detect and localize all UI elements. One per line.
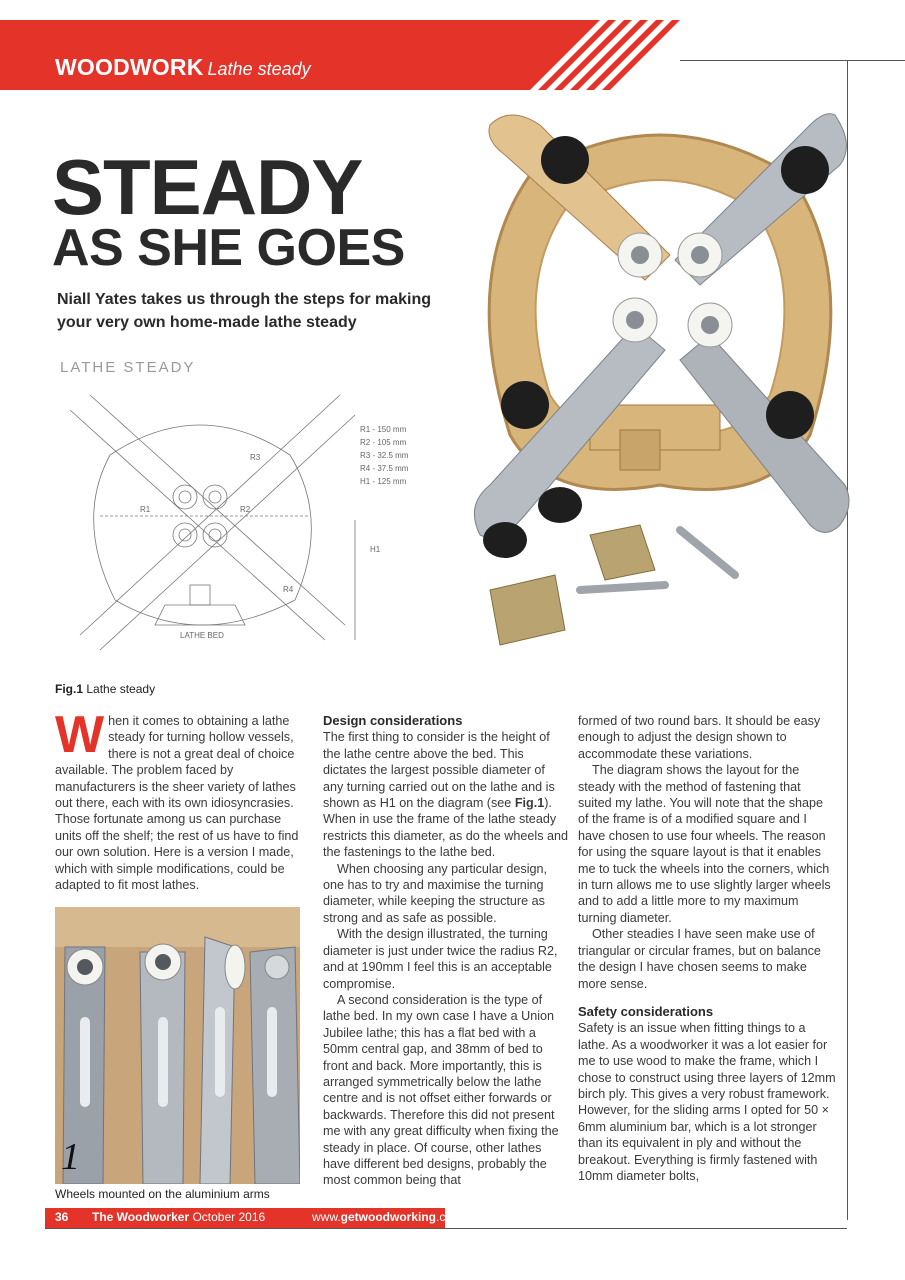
- design-paragraph-2: When choosing any particular design, one has to try and maximise the turning diameter, while keeping the structure as strong and as safe as possible.: [323, 861, 548, 925]
- label-lathe-bed: LATHE BED: [180, 631, 224, 640]
- issue-date: October 2016: [192, 1210, 266, 1224]
- label-r3: R3: [250, 453, 261, 462]
- section-header: [55, 54, 311, 81]
- figure2-number: 1: [61, 1136, 80, 1178]
- label-r4: R4: [283, 585, 294, 594]
- body-column-1: [55, 706, 300, 893]
- figure2-caption: Wheels mounted on the aluminium arms: [55, 1187, 270, 1201]
- magazine-issue: [92, 1210, 265, 1224]
- design-paragraph-1: The first thing to consider is the height of the lathe centre above the bed. This dictates the largest possible diameter of any turning carried out on the lathe and is shown as H1 on the diagram (see Fig.1). When in use the frame of the lathe steady restricts this diameter, as do the wheels and the fastenings to the lathe bed.: [323, 730, 568, 860]
- safety-heading: Safety considerations: [578, 1003, 714, 1019]
- dropcap: W: [55, 706, 105, 764]
- legend-r2: R2 - 105 mm: [360, 438, 407, 447]
- legend-h1: H1 - 125 mm: [360, 477, 407, 486]
- page-number: 36: [55, 1210, 69, 1224]
- header-stripes: [480, 20, 680, 90]
- intro-text: hen it comes to obtaining a lathe steady for turning hollow vessels, there is not a great deal of choice available. The problem faced by manufacturers is the sheer variety of lathes out there, each with its own idiosyncrasies. Those fortunate among us can purchase units off the shelf; the rest of us have to find our own solution. Here is a version I made, which with simple modifications, could be adapted to fit most lathes.: [55, 714, 299, 893]
- magazine-name: The Woodworker: [92, 1210, 190, 1224]
- lathe-steady-photo: [470, 85, 850, 685]
- legend-r4: R4 - 37.5 mm: [360, 464, 409, 473]
- design-paragraph-3: With the design illustrated, the turning diameter is just under twice the radius R2, and at 190mm I feel this is an acceptable compromise.: [323, 927, 558, 991]
- section-name: WOODWORK: [55, 54, 204, 80]
- standfirst: Niall Yates takes us through the steps for making your very own home-made lathe steady: [57, 291, 432, 331]
- footer-rule: [45, 1228, 847, 1229]
- figure-label: Fig.1: [55, 682, 84, 696]
- figure-caption-text: Lathe steady: [86, 682, 156, 696]
- diagram-heading: LATHE STEADY: [60, 359, 196, 376]
- design-paragraph-4: A second consideration is the type of lathe bed. In my own case I have a Union Jubilee lathe; this has a flat bed with a 50mm central gap, and 38mm of bed to front and back. More importantly, this is arranged symmetrically below the lathe centre and is not offset either forwards or backwards. Therefore this did not present me with any great difficulty when fixing the steady in place. Of course, other lathes have different bed designs, probably the most common being that: [323, 992, 559, 1188]
- headline-line2: AS SHE GOES: [52, 219, 405, 277]
- wheels-photo: [55, 907, 300, 1184]
- body-column-3: [578, 713, 836, 1184]
- safety-paragraph: Safety is an issue when fitting things to a lathe. As a woodworker it was a lot easier for me to use wood to make the frame, which I chose to construct using three layers of 12mm birch ply. This gives a very robust framework. However, for the sliding arms I opted for 50 × 6mm aluminium bar, which is a lot stronger than its equivalent in ply and without the breakout. Everything is firmly fastened with 10mm diameter bolts,: [578, 1021, 836, 1183]
- website-url[interactable]: www.getwoodworking.com: [312, 1210, 463, 1224]
- intro-paragraph: [55, 706, 300, 893]
- figure-caption: [55, 682, 155, 696]
- label-h1: H1: [370, 545, 381, 554]
- section-subtitle: Lathe steady: [207, 59, 311, 79]
- col3-paragraph-1: formed of two round bars. It should be easy enough to adjust the design shown to accommodate these variations.: [578, 714, 821, 761]
- label-r1: R1: [140, 505, 151, 514]
- fig-reference: Fig.1: [514, 796, 545, 811]
- legend-r1: R1 - 150 mm: [360, 425, 407, 434]
- label-r2: R2: [240, 505, 251, 514]
- headline-line1: STEADY: [52, 143, 363, 231]
- legend-r3: R3 - 32.5 mm: [360, 451, 409, 460]
- header-rule: [680, 60, 905, 61]
- technical-diagram: [55, 350, 445, 680]
- col3-paragraph-2: The diagram shows the layout for the steady with the method of fastening that suited my lathe. You will note that the shape of the frame is of a modified square and I have chosen to use four wheels. The reason for using the square layout is that it enables me to tuck the wheels into the corners, which in turn allows me to use slightly larger wheels and to add a little more to my maximum turning diameter.: [578, 763, 831, 925]
- col3-paragraph-3: Other steadies I have seen make use of triangular or circular frames, but on balance the design I have chosen seems to make more sense.: [578, 927, 821, 991]
- design-heading: Design considerations: [323, 713, 463, 728]
- body-column-2: [323, 713, 568, 1189]
